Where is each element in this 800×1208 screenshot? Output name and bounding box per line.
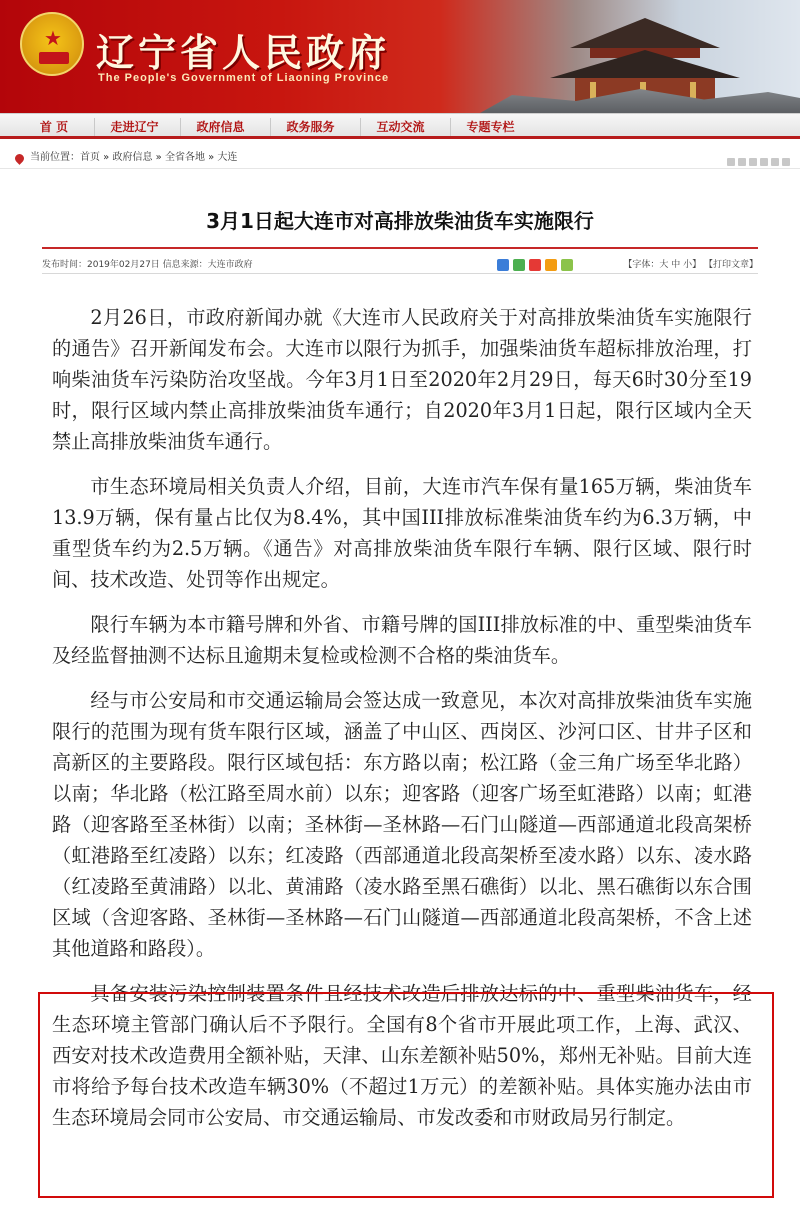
main-nav [0,113,800,139]
article-paragraph: 限行车辆为本市籍号牌和外省、市籍号牌的国III排放标准的中、重型柴油货车及经监督抽测不达标且逾期未复检或检测不合格的柴油货车。 [52,613,752,667]
article-paragraph: 经与市公安局和市交通运输局会签达成一致意见，本次对高排放柴油货车实施限行的范围为现有货车限行区域，涵盖了中山区、西岗区、沙河口区、甘井子区和高新区的主要路段。限行区域包括：东方路以南；松江路（金三角广场至华北路）以南；华北路（松江路至周水前）以东；迎客路（迎客广场至虹港路）以南；虹港路（迎客路至圣林街）以南；圣林街—圣林路—石门山隧道—西部通道北段高架桥（虹港路至红凌路）以东；红凌路（西部通道北段高架桥至凌水路）以东、凌水路（红凌路至黄浦路）以北、黄浦路（凌水路至黑石礁街）以北、黑石礁街以东合围区域（含迎客路、圣林街—圣林路—石门山隧道—西部通道北段高架桥，不含上述其他道路和路段）。 [52,689,752,960]
publish-info: 发布时间：2019年02月27日 信息来源：大连市政府 [42,260,253,270]
share-renren-icon[interactable] [561,259,573,271]
article-paragraph: 2月26日，市政府新闻办就《大连市人民政府关于对高排放柴油货车实施限行的通告》召开新闻发布会。大连市以限行为抓手，加强柴油货车超标排放治理，打响柴油货车污染防治攻坚战。今年3月1日至2020年2月29日，每天6时30分至19时，限行区域内禁止高排放柴油货车通行；自2020年3月1日起，限行区域内全天禁止高排放柴油货车通行。 [52,306,752,453]
share-weibo-icon[interactable] [529,259,541,271]
share-wechat-icon[interactable] [513,259,525,271]
article-tools[interactable]: 【字体：大 中 小】 【打印文章】 [623,260,758,270]
location-pin-icon [13,152,26,165]
breadcrumb [0,147,800,169]
article-paragraph: 具备安装污染控制装置条件且经技术改造后排放达标的中、重型柴油货车，经生态环境主管部门确认后不予限行。全国有8个省市开展此项工作，上海、武汉、西安对技术改造费用全额补贴，天津、山东差额补贴50%，郑州无补贴。目前大连市将给予每台技术改造车辆30%（不超过1万元）的差额补贴。具体实施办法由市生态环境局会同市公安局、市交通运输局、市发改委和市财政局另行制定。 [52,982,752,1129]
share-buttons [497,259,577,278]
nav-item-special-topics[interactable]: 专题专栏 [450,118,530,136]
breadcrumb-label: 当前位置： [30,152,80,163]
national-emblem-icon: ★ [20,12,84,76]
nav-item-about-liaoning[interactable]: 走进辽宁 [94,118,174,136]
nav-item-home[interactable]: 首 页 [39,120,69,134]
article-title: 3月1日起大连市对高排放柴油货车实施限行 [206,209,594,233]
site-banner [0,0,800,113]
breadcrumb-path[interactable]: 首页 » 政府信息 » 全省各地 » 大连 [80,152,238,163]
article-paragraph: 市生态环境局相关负责人介绍，目前，大连市汽车保有量165万辆，柴油货车13.9万辆，保有量占比仅为8.4%，其中国III排放标准柴油货车约为6.3万辆，中重型货车约为2.5万辆。《通告》对高排放柴油货车限行车辆、限行区域、限行时间、技术改造、处罚等作出规定。 [52,475,752,591]
nav-item-gov-info[interactable]: 政府信息 [180,118,260,136]
font-size-toggle[interactable] [724,153,790,175]
share-qzone-icon[interactable] [545,259,557,271]
share-plus-icon[interactable] [497,259,509,271]
site-title[interactable]: 辽宁省人民政府 [96,30,391,75]
site-subtitle: The People's Government of Liaoning Province [98,72,390,84]
nav-item-gov-services[interactable]: 政务服务 [270,118,350,136]
nav-item-interaction[interactable]: 互动交流 [360,118,440,136]
article-meta [42,256,758,274]
title-divider [42,247,758,249]
highlight-annotation-box [38,992,774,1198]
